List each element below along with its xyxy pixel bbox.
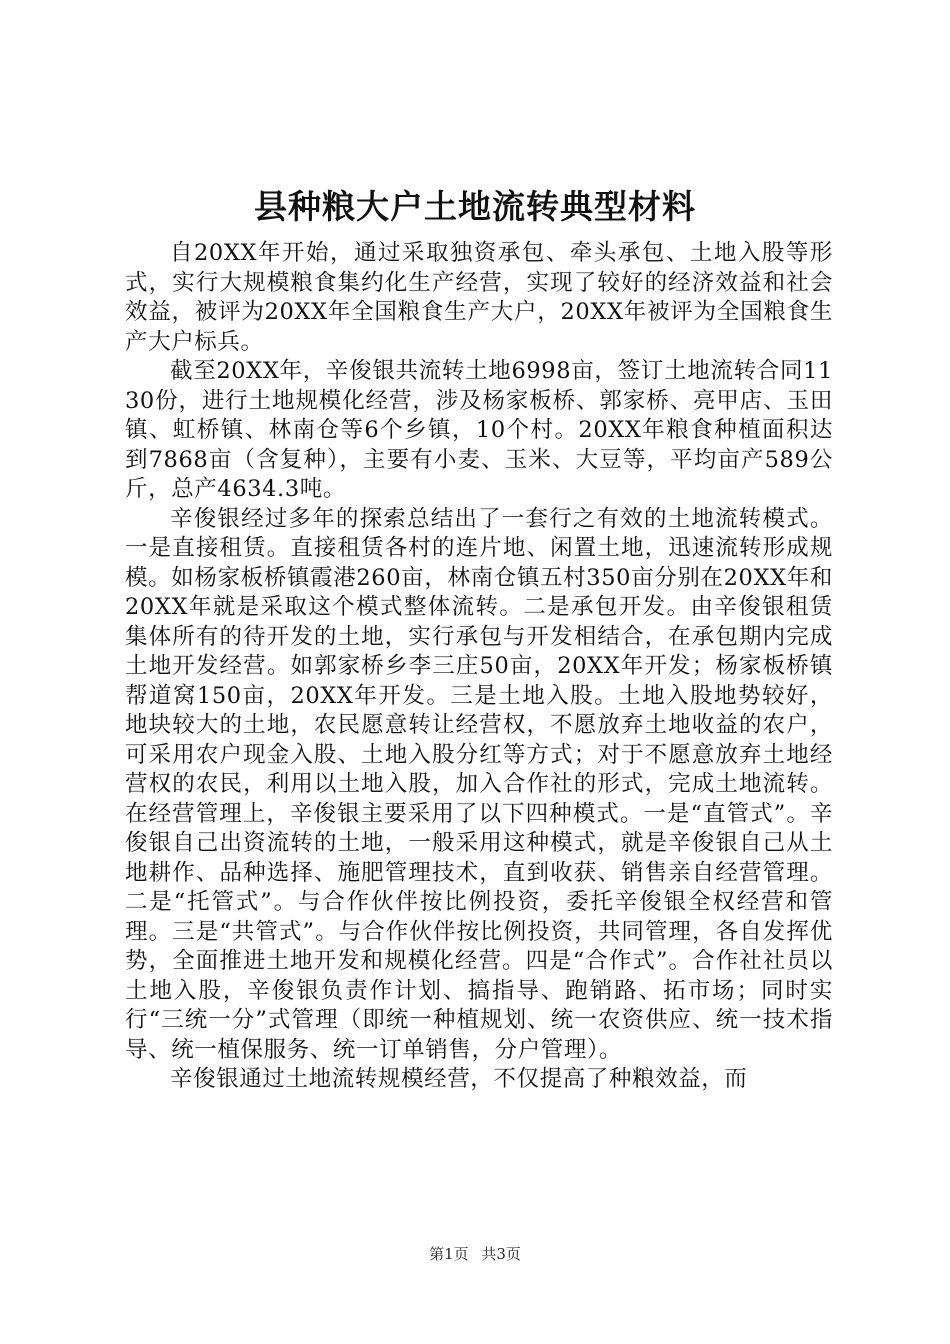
paragraph-4: 辛俊银通过土地流转规模经营，不仅提高了种粮效益，而 bbox=[170, 1066, 748, 1092]
paragraph-2: 截至20XX年，辛俊银共流转土地6998亩，签订土地流转合同1130份，进行土地规模化经营，涉及杨家板桥、郭家桥、亮甲店、玉田镇、虹桥镇、林南仓等6个乡镇，10个村。20XX年粮食种植面积达到7868亩（含复种），主要有小麦、玉米、大豆等，平均亩产589公斤，总产4634.3吨。 bbox=[125, 358, 833, 502]
document-body bbox=[125, 239, 833, 1095]
paragraph-1: 自20XX年开始，通过采取独资承包、牵头承包、土地入股等形式，实行大规模粮食集约化生产经营，实现了较好的经济效益和社会效益，被评为20XX年全国粮食生产大户，20XX年被评为全国粮食生产大户标兵。 bbox=[125, 240, 833, 355]
page-total: 共3页 bbox=[481, 1245, 521, 1263]
paragraph-3: 辛俊银经过多年的探索总结出了一套行之有效的土地流转模式。一是直接租赁。直接租赁各村的连片地、闲置土地，迅速流转形成规模。如杨家板桥镇霞港260亩，林南仓镇五村350亩分别在20XX年和20XX年就是采取这个模式整体流转。二是承包开发。由辛俊银租赁集体所有的待开发的土地，实行承包与开发相结合，在承包期内完成土地开发经营。如郭家桥乡李三庄50亩，20XX年开发；杨家板桥镇帮道窝150亩，20XX年开发。三是土地入股。土地入股地势较好，地块较大的土地，农民愿意转让经营权，不愿放弃土地收益的农户，可采用农户现金入股、土地入股分红等方式；对于不愿意放弃土地经营权的农民，利用以土地入股，加入合作社的形式，完成土地流转。在经营管理上，辛俊银主要采用了以下四种模式。一是“直管式”。辛俊银自己出资流转的土地，一般采用这种模式，就是辛俊银自己从土地耕作、品种选择、施肥管理技术，直到收获、销售亲自经营管理。二是“托管式”。与合作伙伴按比例投资，委托辛俊银全权经营和管理。三是“共管式”。与合作伙伴按比例投资，共同管理，各自发挥优势，全面推进土地开发和规模化经营。四是“合作式”。合作社社员以土地入股，辛俊银负责作计划、搞指导、跑销路、拓市场；同时实行“三统一分”式管理（即统一种植规划、统一农资供应、统一技术指导、统一植保服务、统一订单销售，分户管理）。 bbox=[125, 505, 833, 1063]
page-footer bbox=[0, 1244, 950, 1264]
page-number: 第1页 bbox=[429, 1245, 469, 1263]
document-title: 县种粮大户土地流转典型材料 bbox=[254, 187, 696, 226]
